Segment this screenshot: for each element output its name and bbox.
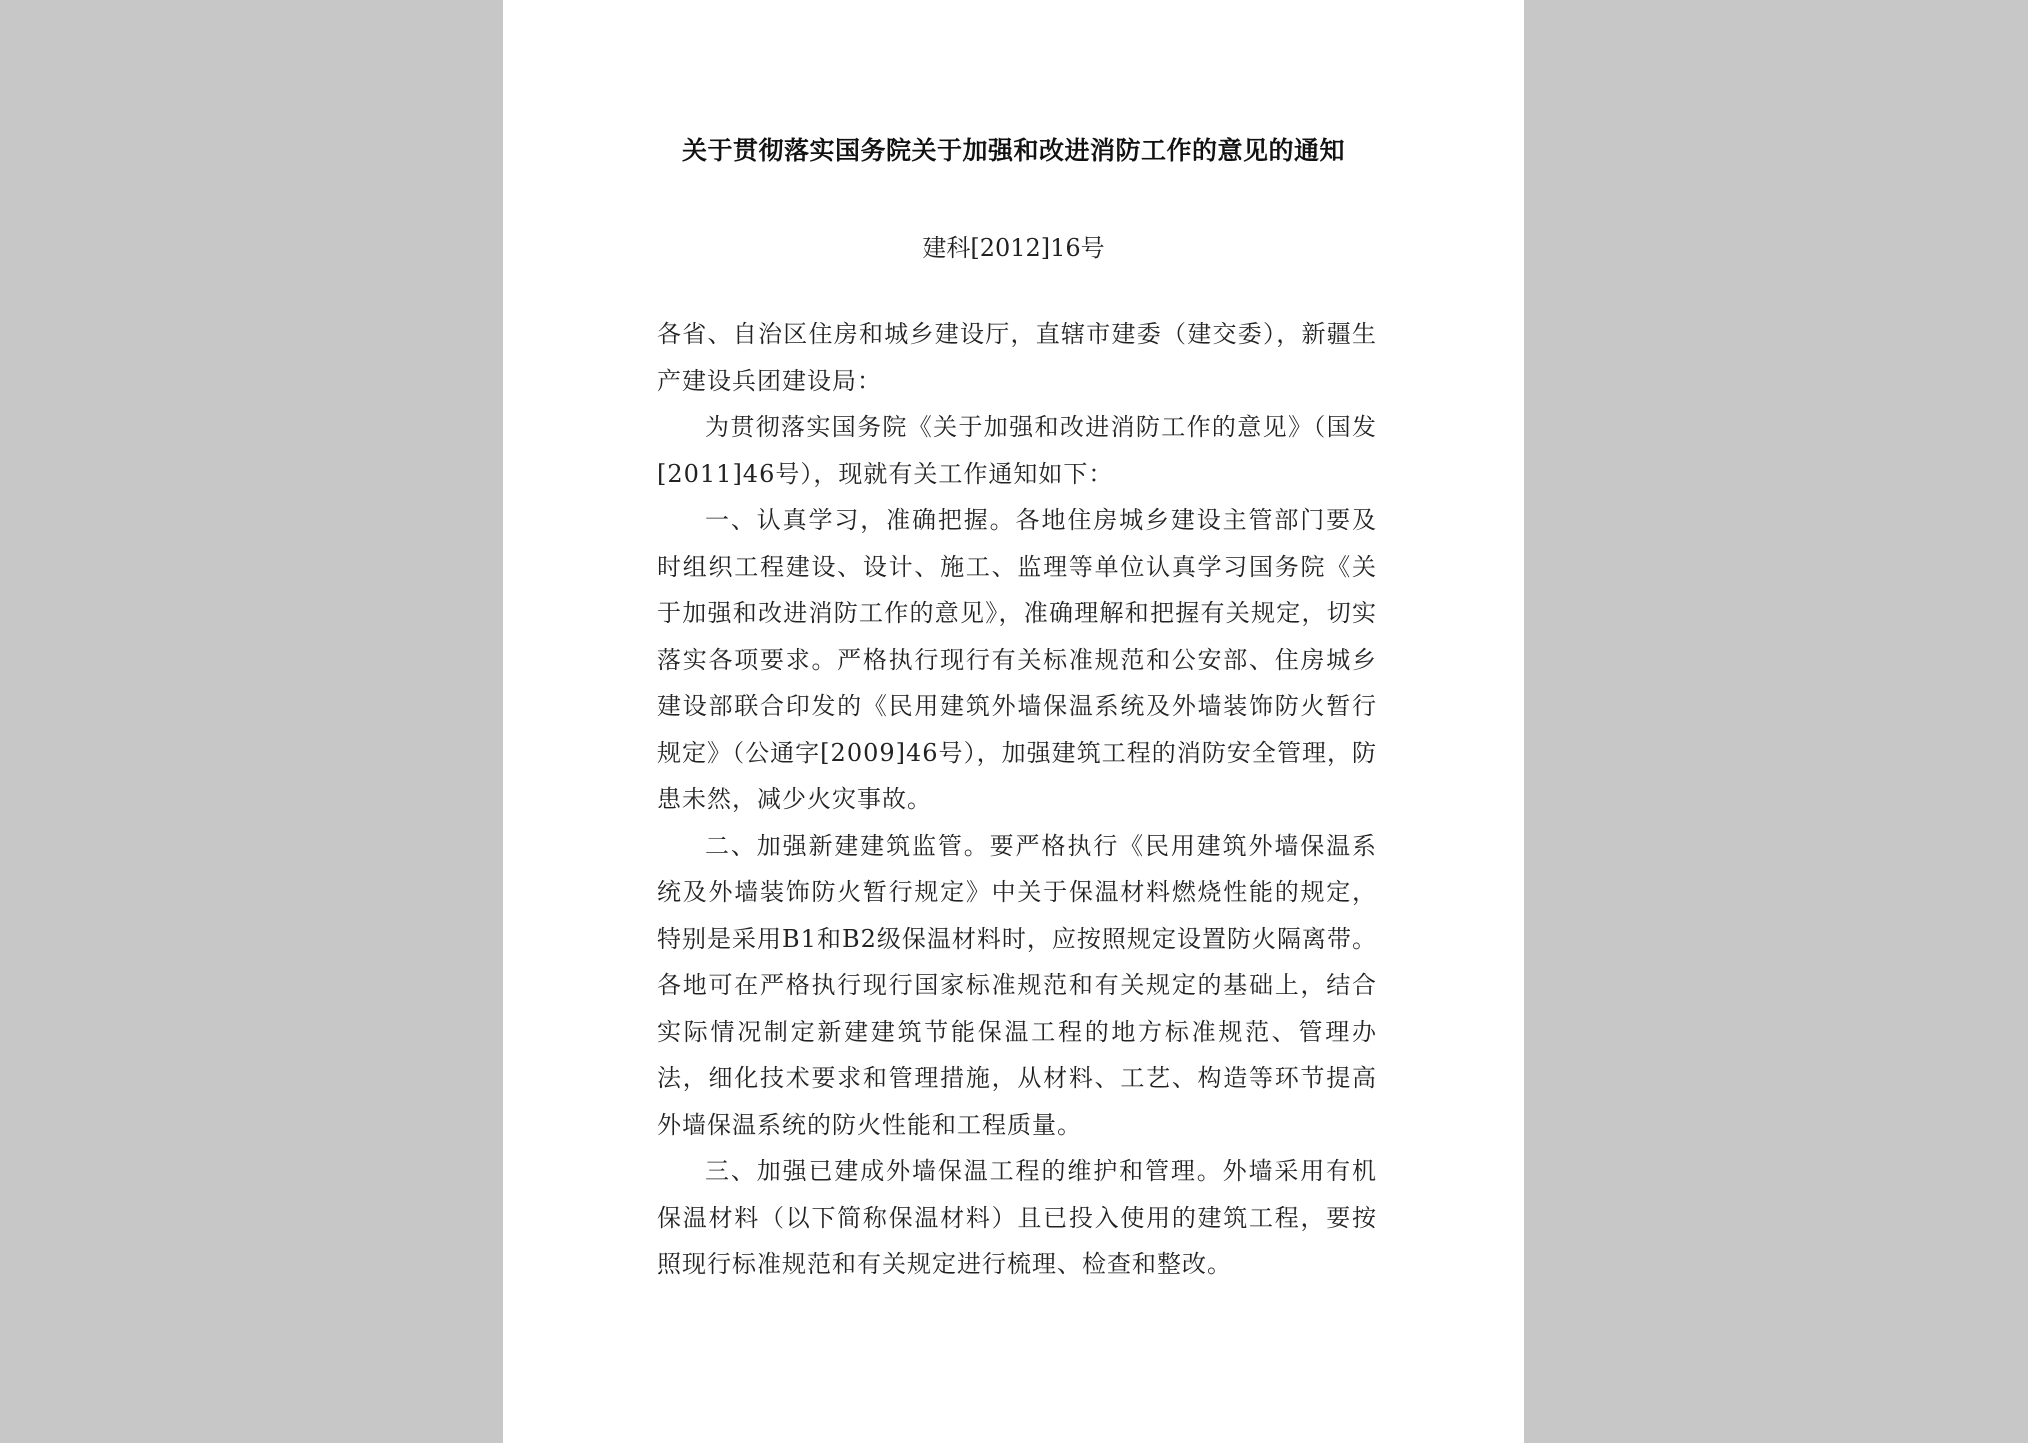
document-number: 建科[2012]16号 xyxy=(922,234,1105,262)
paragraph-intro: 为贯彻落实国务院《关于加强和改进消防工作的意见》（国发[2011]46号），现就有关工作通知如下： xyxy=(657,413,1377,488)
paragraph-section-3: 三、加强已建成外墙保温工程的维护和管理。外墙采用有机保温材料（以下简称保温材料）且已投入使用的建筑工程，要按照现行标准规范和有关规定进行梳理、检查和整改。 xyxy=(657,1157,1377,1278)
paragraph-section-2: 二、加强新建建筑监管。要严格执行《民用建筑外墙保温系统及外墙装饰防火暂行规定》中关于保温材料燃烧性能的规定，特别是采用B1和B2级保温材料时，应按照规定设置防火隔离带。各地可在严格执行现行国家标准规范和有关规定的基础上，结合实际情况制定新建建筑节能保温工程的地方标准规范、管理办法，细化技术要求和管理措施，从材料、工艺、构造等环节提高外墙保温系统的防火性能和工程质量。 xyxy=(657,831,1377,1139)
salutation: 各省、自治区住房和城乡建设厅，直辖市建委（建交委），新疆生产建设兵团建设局： xyxy=(657,320,1377,395)
document-body xyxy=(657,311,1377,1288)
paragraph-section-1: 一、认真学习，准确把握。各地住房城乡建设主管部门要及时组织工程建设、设计、施工、监理等单位认真学习国务院《关于加强和改进消防工作的意见》，准确理解和把握有关规定，切实落实各项要求。严格执行现行有关标准规范和公安部、住房城乡建设部联合印发的《民用建筑外墙保温系统及外墙装饰防火暂行规定》（公通字[2009]46号），加强建筑工程的消防安全管理，防患未然，减少火灾事故。 xyxy=(657,506,1377,813)
document-title: 关于贯彻落实国务院关于加强和改进消防工作的意见的通知 xyxy=(681,136,1345,165)
document-page xyxy=(503,0,1524,1443)
